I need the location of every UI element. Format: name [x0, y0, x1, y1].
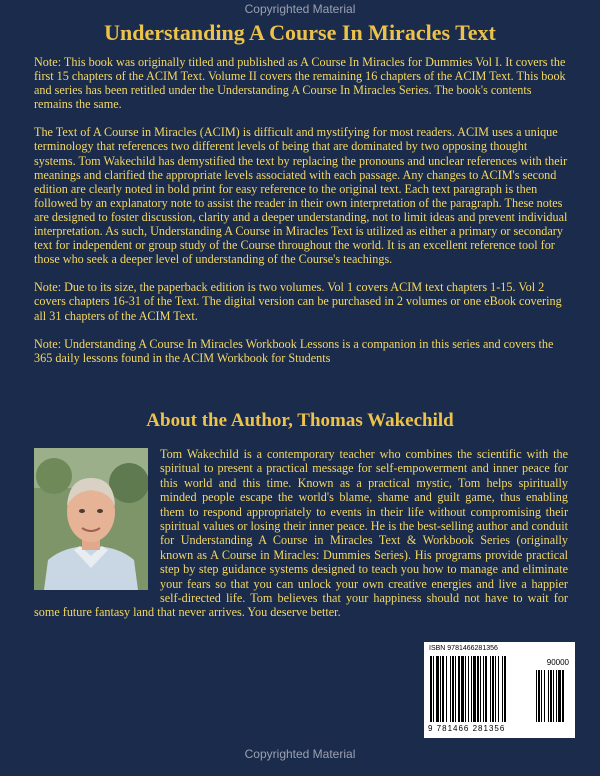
description: [34, 55, 568, 379]
book-title: Understanding A Course In Miracles Text: [104, 20, 496, 45]
note-paragraph-2: Note: Due to its size, the paperback edition is two volumes. Vol 1 covers ACIM text chapters 1-15. Vol 2 covers chapters 16-31 of the Text. The digital version can be purchased in 2 volumes or one eBook covering all 31 chapters of the ACIM Text.: [34, 280, 562, 323]
note-paragraph-1: Note: This book was originally titled and published as A Course In Miracles for Dummies Vol I. It covers the first 15 chapters of the ACIM Text. Volume II covers the remaining 16 chapters of the ACIM Text. This book and series has been retitled under the Understanding A Course In Miracles Series. The book's contents remains the same.: [34, 55, 566, 112]
isbn-label: ISBN 9781466281356: [429, 645, 498, 652]
copyright-watermark-bottom: Copyrighted Material: [244, 747, 356, 761]
note-paragraph-3: Note: Understanding A Course In Miracles Workbook Lessons is a companion in this series and covers the 365 daily lessons found in the ACIM Workbook for Students: [34, 336, 554, 365]
about-author-heading: About the Author, Thomas Wakechild: [146, 410, 454, 431]
copyright-watermark-top: Copyrighted Material: [244, 2, 356, 16]
photo-spacer: [34, 447, 160, 593]
author-bio: [34, 447, 568, 620]
author-bio-text: Tom Wakechild is a contemporary teacher who combines the scientific with the spiritual to present a practical message for self-empowerment and inner peace for this world and this time. Known as a practical mystic, Tom helps spiritually minded people escape the world's blame, shame and guilt game, thus enabling them to respond appropriately to events in their life without compromising their spiritual values or losing their inner peace. He is the best-selling author and conduit for Understanding A Course in Miracles Text & Workbook Series (originally known as A Course in Miracles: Dummies Series). His programs provide practical step by step guidance systems designed to teach you how to manage and eliminate your fears so that you can unlock your own creative energies and live a happier self-directed life. Tom believes that your happiness should not have to wait for some future fantasy land that never arrives. You deserve better.: [34, 447, 568, 620]
isbn-digits: 9 781466 281356: [428, 724, 506, 733]
price-code: 90000: [546, 658, 569, 667]
description-paragraph: The Text of A Course in Miracles (ACIM) is difficult and mystifying for most readers. ACIM uses a unique terminology that references two different levels of being that are dominated by two opposing thought systems. Tom Wakechild has demystified the text by replacing the pronouns and unclear references with their meanings and clarified the appropriate levels associated with each passage. Any changes to ACIM's second edition are clearly noted in bold print for easy reference to the original text. Each text paragraph is then followed by an explanatory note to assist the reader in their own interpretation of the paragraph. These notes are designed to foster discussion, clarity and a deeper understanding, not to limit ideas and prevent individual interpretation. As such, Understanding A Course in Miracles Text is utilized as either a primary or secondary text for independent or group study of the Course throughout the world. It is an excellent reference tool for those who seek a deeper level of understanding of the Course's teachings.: [34, 125, 568, 267]
barcode-box: [424, 642, 575, 738]
